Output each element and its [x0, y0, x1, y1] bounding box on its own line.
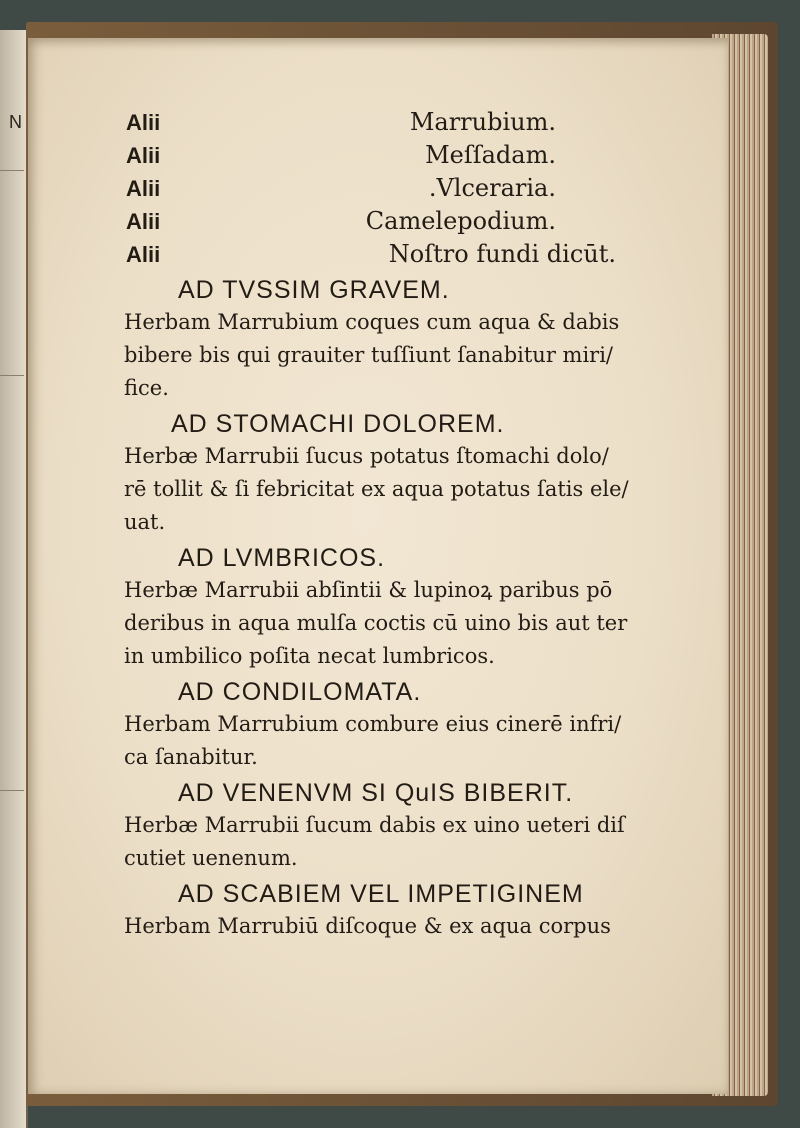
section-heading: AD CONDILOMATA.: [178, 678, 422, 706]
synonym-prefix: Alii: [126, 176, 161, 201]
section-heading: AD VENENVM SI QuIS BIBERIT.: [178, 779, 574, 807]
section-heading: AD STOMACHI DOLOREM.: [171, 410, 505, 438]
body-line: deribus in aqua mulſa coctis cū uino bis aut ter: [124, 611, 628, 635]
body-line: Herbæ Marrubii ſucus potatus ſtomachi dolo/: [124, 444, 609, 468]
body-line: bibere bis qui grauiter tuſſiunt ſanabitur miri/: [124, 343, 613, 367]
body-line: Herbam Marrubium coques cum aqua & dabis: [124, 310, 620, 334]
left-page-rule: [0, 170, 24, 171]
synonym-name: Noſtro fundi dicūt.: [388, 240, 616, 268]
left-page-edge: [0, 30, 28, 1128]
left-page-rule: [0, 375, 24, 376]
synonym-prefix: Alii: [126, 209, 161, 234]
left-page-text-fragment: N: [9, 112, 22, 132]
synonym-name: Marrubium.: [409, 108, 556, 136]
section-heading: AD TVSSIM GRAVEM.: [178, 276, 450, 304]
left-page-rule: [0, 790, 24, 791]
body-line: cutiet uenenum.: [124, 846, 298, 870]
body-line: fice.: [124, 376, 169, 400]
synonym-name: Meſſadam.: [425, 141, 556, 169]
synonym-prefix: Alii: [126, 242, 161, 267]
body-line: Herbam Marrubium combure eius cinerē infri/: [124, 712, 622, 736]
body-line: Herbæ Marrubii ſucum dabis ex uino ueteri diſ: [124, 813, 625, 837]
body-line: uat.: [124, 510, 166, 534]
synonym-name: Camelepodium.: [365, 207, 556, 235]
section-heading: AD SCABIEM VEL IMPETIGINEM: [178, 880, 584, 908]
book-page: [28, 38, 728, 1094]
body-line: Herbæ Marrubii abſintii & lupinoꝝ paribus pō: [124, 578, 613, 602]
body-line: rē tollit & ſi febricitat ex aqua potatus ſatis ele/: [124, 477, 629, 501]
body-line: in umbilico poſita necat lumbricos.: [124, 644, 495, 668]
section-heading: AD LVMBRICOS.: [178, 544, 386, 572]
synonym-name: .Vlceraria.: [428, 174, 556, 202]
synonym-prefix: Alii: [126, 110, 161, 135]
synonym-prefix: Alii: [126, 143, 161, 168]
body-line: ca ſanabitur.: [124, 745, 258, 769]
body-line: Herbam Marrubiū diſcoque & ex aqua corpus: [124, 914, 611, 938]
